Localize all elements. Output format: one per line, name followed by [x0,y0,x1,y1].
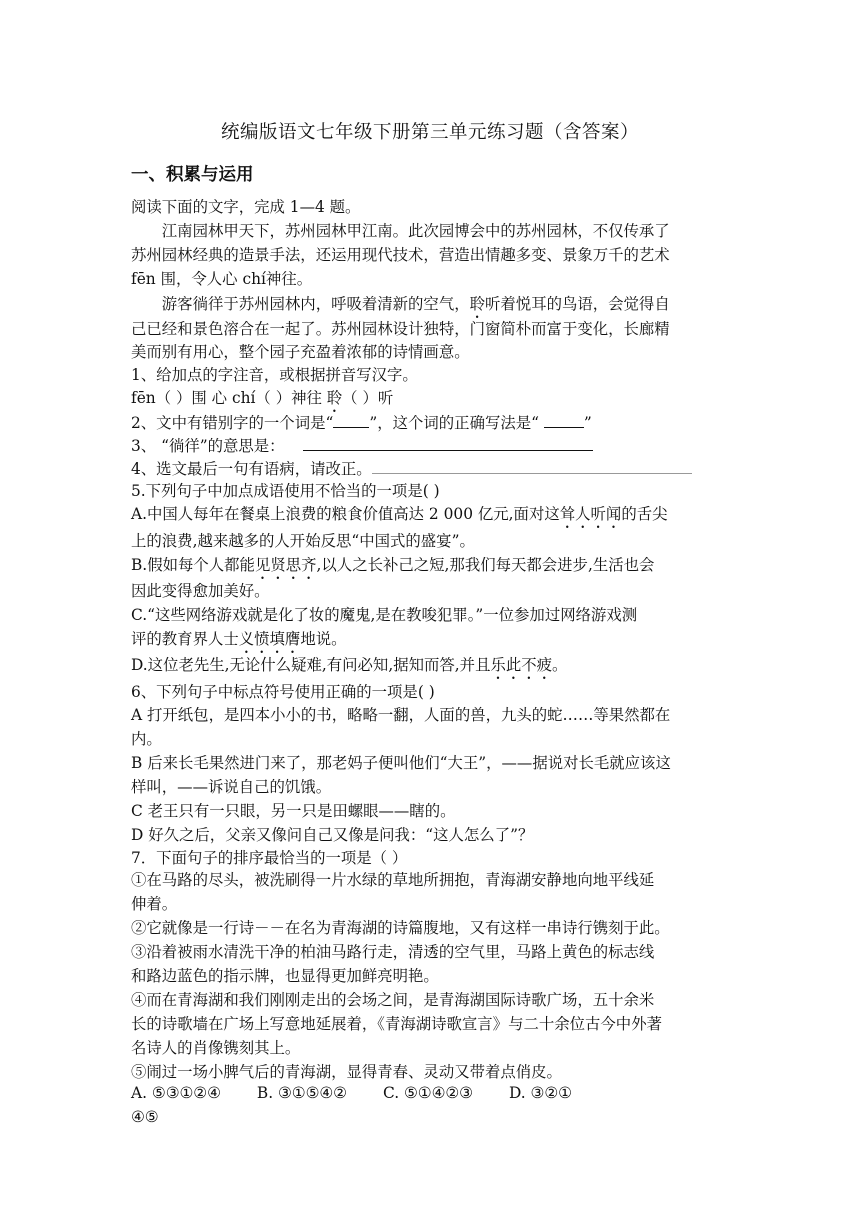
question-3 [131,434,731,456]
question-7: 7．下面句子的排序最恰当的一项是（ ） [131,849,408,867]
option-line: B 后来长毛果然进门来了，那老妈子便叫他们“大王”，——据说对长毛就应该这 [131,754,671,772]
sentence-line: ④而在青海湖和我们刚刚走出的会场之间，是青海湖国际诗歌广场，五十余米 [131,991,655,1009]
sentence-line: ①在马路的尽头，被洗刷得一片水绿的草地所拥抱，青海湖安静地向地平线延 [131,871,655,889]
option-text: ,以人之长补己之短,那我们每天都会进步,生活也会 [316,556,655,574]
q2-text: 2、文中有错别字的一个词是“ [131,414,334,432]
option-text: A.中国人每年在餐桌上浪费的粮食价值高达 2 000 亿元,面对这 [131,505,560,523]
sentence-line: ⑤闹过一场小脾气后的青海湖，显得青春、灵动又带着点俏皮。 [131,1063,562,1081]
q4-text: 4、选文最后一句有语病，请改正。 [131,460,372,478]
dotted-char: 聆 [469,295,486,313]
dotted-idiom: 义愤填膺 [238,630,301,648]
dotted-char: 聆 [326,389,343,407]
q2-text: ”，这个词的正确写法是“ [369,414,544,432]
question-2 [131,411,731,433]
passage-text: 听着悦耳的鸟语，会觉得自 [485,295,670,313]
answer-blank[interactable] [372,459,692,474]
section-heading: 一、积累与运用 [131,165,254,185]
question-1: 1、给加点的字注音，或根据拼音写汉字。 [131,366,418,384]
answer-option-a: A. ⑤③①②④ [131,1084,221,1102]
sentence-line: 名诗人的肖像镌刻其上。 [131,1039,301,1057]
passage-line: fēn 围，令人心 chí神往。 [131,270,313,288]
answer-blank[interactable] [333,413,369,428]
option-line: 上的浪费,越来越多的人开始反思“中国式的盛宴”。 [131,532,475,550]
option-line [131,653,731,683]
passage-text: 游客徜徉于苏州园林内，呼吸着清新的空气， [131,295,470,313]
passage-line: 美而别有用心，整个园子充盈着浓郁的诗情画意。 [131,343,470,361]
option-text: 。 [552,656,568,674]
answer-blank[interactable] [303,436,593,451]
sentence-line: 长的诗歌墙在广场上写意地延展着，《青海湖诗歌宣言》与二十余位古今中外著 [131,1015,662,1033]
option-text: B.假如每个人都能 [131,556,255,574]
q3-text: 3、 “徜徉”的意思是： [131,437,285,455]
q1-text: （ ）听 [342,389,394,407]
passage-line: 江南园林甲天下，苏州园林甲江南。此次园博会中的苏州园林，不仅传承了 [131,222,670,240]
passage-line: 苏州园林经典的造景手法，还运用现代技术，营造出情趣多变、景象万千的艺术 [131,246,670,264]
answer-blank[interactable] [544,413,584,428]
option-text: D.这位老先生,无论什么疑难,有问必知,据知而答,并且 [131,656,491,674]
question-5: 5.下列句子中加点成语使用不恰当的一项是( ) [131,482,440,500]
q2-text: ” [583,414,592,432]
option-line: C 老王只有一只眼，另一只是田螺眼——瞎的。 [131,802,456,820]
option-text: 地说。 [300,630,347,648]
passage-intro: 阅读下面的文字，完成 1—4 题。 [131,198,361,216]
option-line [131,502,731,532]
dotted-idiom: 乐此不疲 [490,656,553,674]
answer-options-wrap: ④⑤ [131,1108,159,1126]
answer-options [131,1084,731,1102]
option-text: 评的教育界人士 [131,630,239,648]
sentence-line: ②它就像是一行诗－－在名为青海湖的诗篇腹地，又有这样一串诗行镌刻于此。 [131,919,670,937]
option-line: 内。 [131,730,162,748]
dotted-idiom: 见贤思齐 [254,556,317,574]
question-6: 6、下列句子中标点符号使用正确的一项是( ) [131,683,435,701]
passage-line: 己已经和景色溶合在一起了。苏州园林设计独特，门窗简朴而富于变化，长廊精 [131,320,670,338]
document-title: 统编版语文七年级下册第三单元练习题（含答案） [220,122,639,143]
q1-text: fēn（ ）围 心 chí（ ）神往 [131,389,327,407]
answer-option-b: B. ③①⑤④② [256,1084,347,1102]
answer-option-d: D. ③②① [508,1084,572,1102]
question-4 [131,457,731,479]
answer-option-c: C. ⑤①④②③ [382,1084,473,1102]
dotted-idiom: 耸人听闻 [559,505,622,523]
sentence-line: 伸着。 [131,895,178,913]
option-text: 的舌尖 [621,505,668,523]
option-line: 因此变得愈加美好。 [131,582,270,600]
option-line: C.“这些网络游戏就是化了妆的魔鬼,是在教唆犯罪。”一位参加过网络游戏测 [131,606,638,624]
option-line: A 打开纸包，是四本小小的书，略略一翻，人面的兽，九头的蛇……等果然都在 [131,706,671,724]
option-line: 样叫，——诉说自己的饥饿。 [131,778,332,796]
option-line: D 好久之后，父亲又像问自己又像是问我：“这人怎么了”？ [131,826,534,844]
sentence-line: 和路边蓝色的指示牌，也显得更加鲜亮明艳。 [131,967,439,985]
sentence-line: ③沿着被雨水清洗干净的柏油马路行走，清透的空气里，马路上黄色的标志线 [131,943,655,961]
